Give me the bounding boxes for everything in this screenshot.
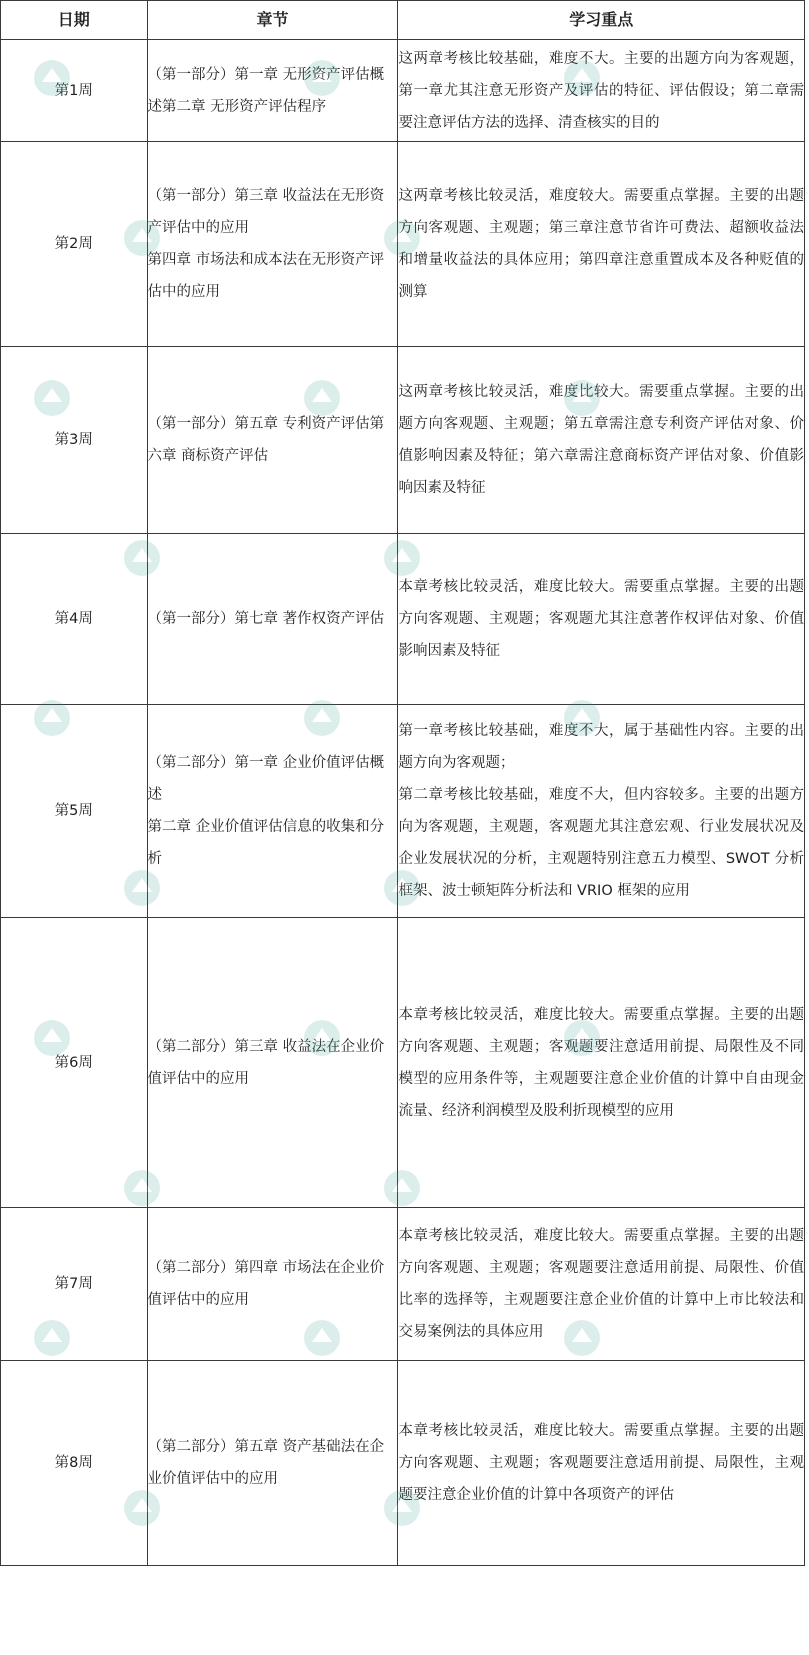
- chapter-cell: [147, 40, 398, 142]
- table-row: [1, 1361, 805, 1566]
- table-row: [1, 347, 805, 534]
- chapter-text: （第一部分）第七章 著作权资产评估: [147, 611, 385, 627]
- focus-cell: [398, 534, 805, 705]
- focus-text: 本章考核比较灵活，难度比较大。需要重点掌握。主要的出题方向客观题、主观题；客观题要注意适用前提、局限性及不同模型的应用条件等，主观题要注意企业价值的计算中自由现金流量、经济利润模型及股利折现模型的应用: [398, 1006, 804, 1119]
- week-cell: 第3周: [1, 347, 148, 534]
- chapter-cell: [147, 347, 398, 534]
- week-cell: 第6周: [1, 918, 148, 1208]
- chapter-text: （第二部分）第五章 资产基础法在企业价值评估中的应用: [147, 1439, 385, 1487]
- header-date: 日期: [1, 1, 148, 40]
- focus-text: 本章考核比较灵活，难度比较大。需要重点掌握。主要的出题方向客观题、主观题；客观题尤其注意著作权评估对象、价值影响因素及特征: [398, 579, 804, 659]
- week-cell: 第5周: [1, 705, 148, 918]
- focus-cell: [398, 705, 805, 918]
- chapter-cell: [147, 918, 398, 1208]
- focus-text: 这两章考核比较灵活，难度比较大。需要重点掌握。主要的出题方向客观题、主观题；第五章需注意专利资产评估对象、价值影响因素及特征；第六章需注意商标资产评估对象、价值影响因素及特征: [398, 384, 804, 496]
- chapter-cell: [147, 705, 398, 918]
- week-cell: 第7周: [1, 1208, 148, 1361]
- chapter-text: （第一部分）第一章 无形资产评估概述第二章 无形资产评估程序: [147, 66, 385, 115]
- table-row: [1, 142, 805, 347]
- focus-cell: [398, 142, 805, 347]
- chapter-cell: [147, 1208, 398, 1361]
- chapter-text: （第二部分）第四章 市场法在企业价值评估中的应用: [147, 1260, 385, 1308]
- table-row: [1, 40, 805, 142]
- table-header-row: [1, 1, 805, 40]
- chapter-text: （第二部分）第一章 企业价值评估概述: [147, 755, 385, 803]
- week-cell: 第4周: [1, 534, 148, 705]
- table-row: [1, 705, 805, 918]
- chapter-cell: [147, 534, 398, 705]
- focus-text: 第二章考核比较基础，难度不大，但内容较多。主要的出题方向为客观题，主观题，客观题尤其注意宏观、行业发展状况及企业发展状况的分析，主观题特别注意五力模型、SWOT 分析框架、波士顿矩阵分析法和 VRIO 框架的应用: [398, 787, 804, 899]
- focus-cell: [398, 918, 805, 1208]
- table-row: [1, 534, 805, 705]
- chapter-text: 第二章 企业价值评估信息的收集和分析: [147, 819, 385, 867]
- focus-text: 本章考核比较灵活，难度比较大。需要重点掌握。主要的出题方向客观题、主观题；客观题要注意适用前提、局限性，主观题要注意企业价值的计算中各项资产的评估: [398, 1423, 804, 1503]
- week-cell: 第1周: [1, 40, 148, 142]
- chapter-cell: [147, 1361, 398, 1566]
- focus-cell: [398, 40, 805, 142]
- chapter-cell: [147, 142, 398, 347]
- focus-cell: [398, 347, 805, 534]
- table-row: [1, 918, 805, 1208]
- chapter-text: （第一部分）第五章 专利资产评估第六章 商标资产评估: [147, 416, 385, 464]
- chapter-text: （第二部分）第三章 收益法在企业价值评估中的应用: [147, 1038, 385, 1087]
- focus-text: 这两章考核比较基础，难度不大。主要的出题方向为客观题，第一章尤其注意无形资产及评估的特征、评估假设；第二章需要注意评估方法的选择、清查核实的目的: [398, 50, 804, 131]
- table-row: [1, 1208, 805, 1361]
- focus-text: 第一章考核比较基础，难度不大，属于基础性内容。主要的出题方向为客观题；: [398, 723, 804, 771]
- chapter-text: 第四章 市场法和成本法在无形资产评估中的应用: [147, 252, 385, 300]
- chapter-text: （第一部分）第三章 收益法在无形资产评估中的应用: [147, 188, 385, 236]
- header-focus: 学习重点: [398, 1, 805, 40]
- focus-text: 这两章考核比较灵活，难度较大。需要重点掌握。主要的出题方向客观题、主观题；第三章注意节省许可费法、超额收益法和增量收益法的具体应用；第四章注意重置成本及各种贬值的测算: [398, 188, 804, 300]
- week-cell: 第2周: [1, 142, 148, 347]
- week-cell: 第8周: [1, 1361, 148, 1566]
- header-chapter: 章节: [147, 1, 398, 40]
- focus-text: 本章考核比较灵活，难度比较大。需要重点掌握。主要的出题方向客观题、主观题；客观题要注意适用前提、局限性、价值比率的选择等，主观题要注意企业价值的计算中上市比较法和交易案例法的具体应用: [398, 1228, 804, 1340]
- focus-cell: [398, 1208, 805, 1361]
- focus-cell: [398, 1361, 805, 1566]
